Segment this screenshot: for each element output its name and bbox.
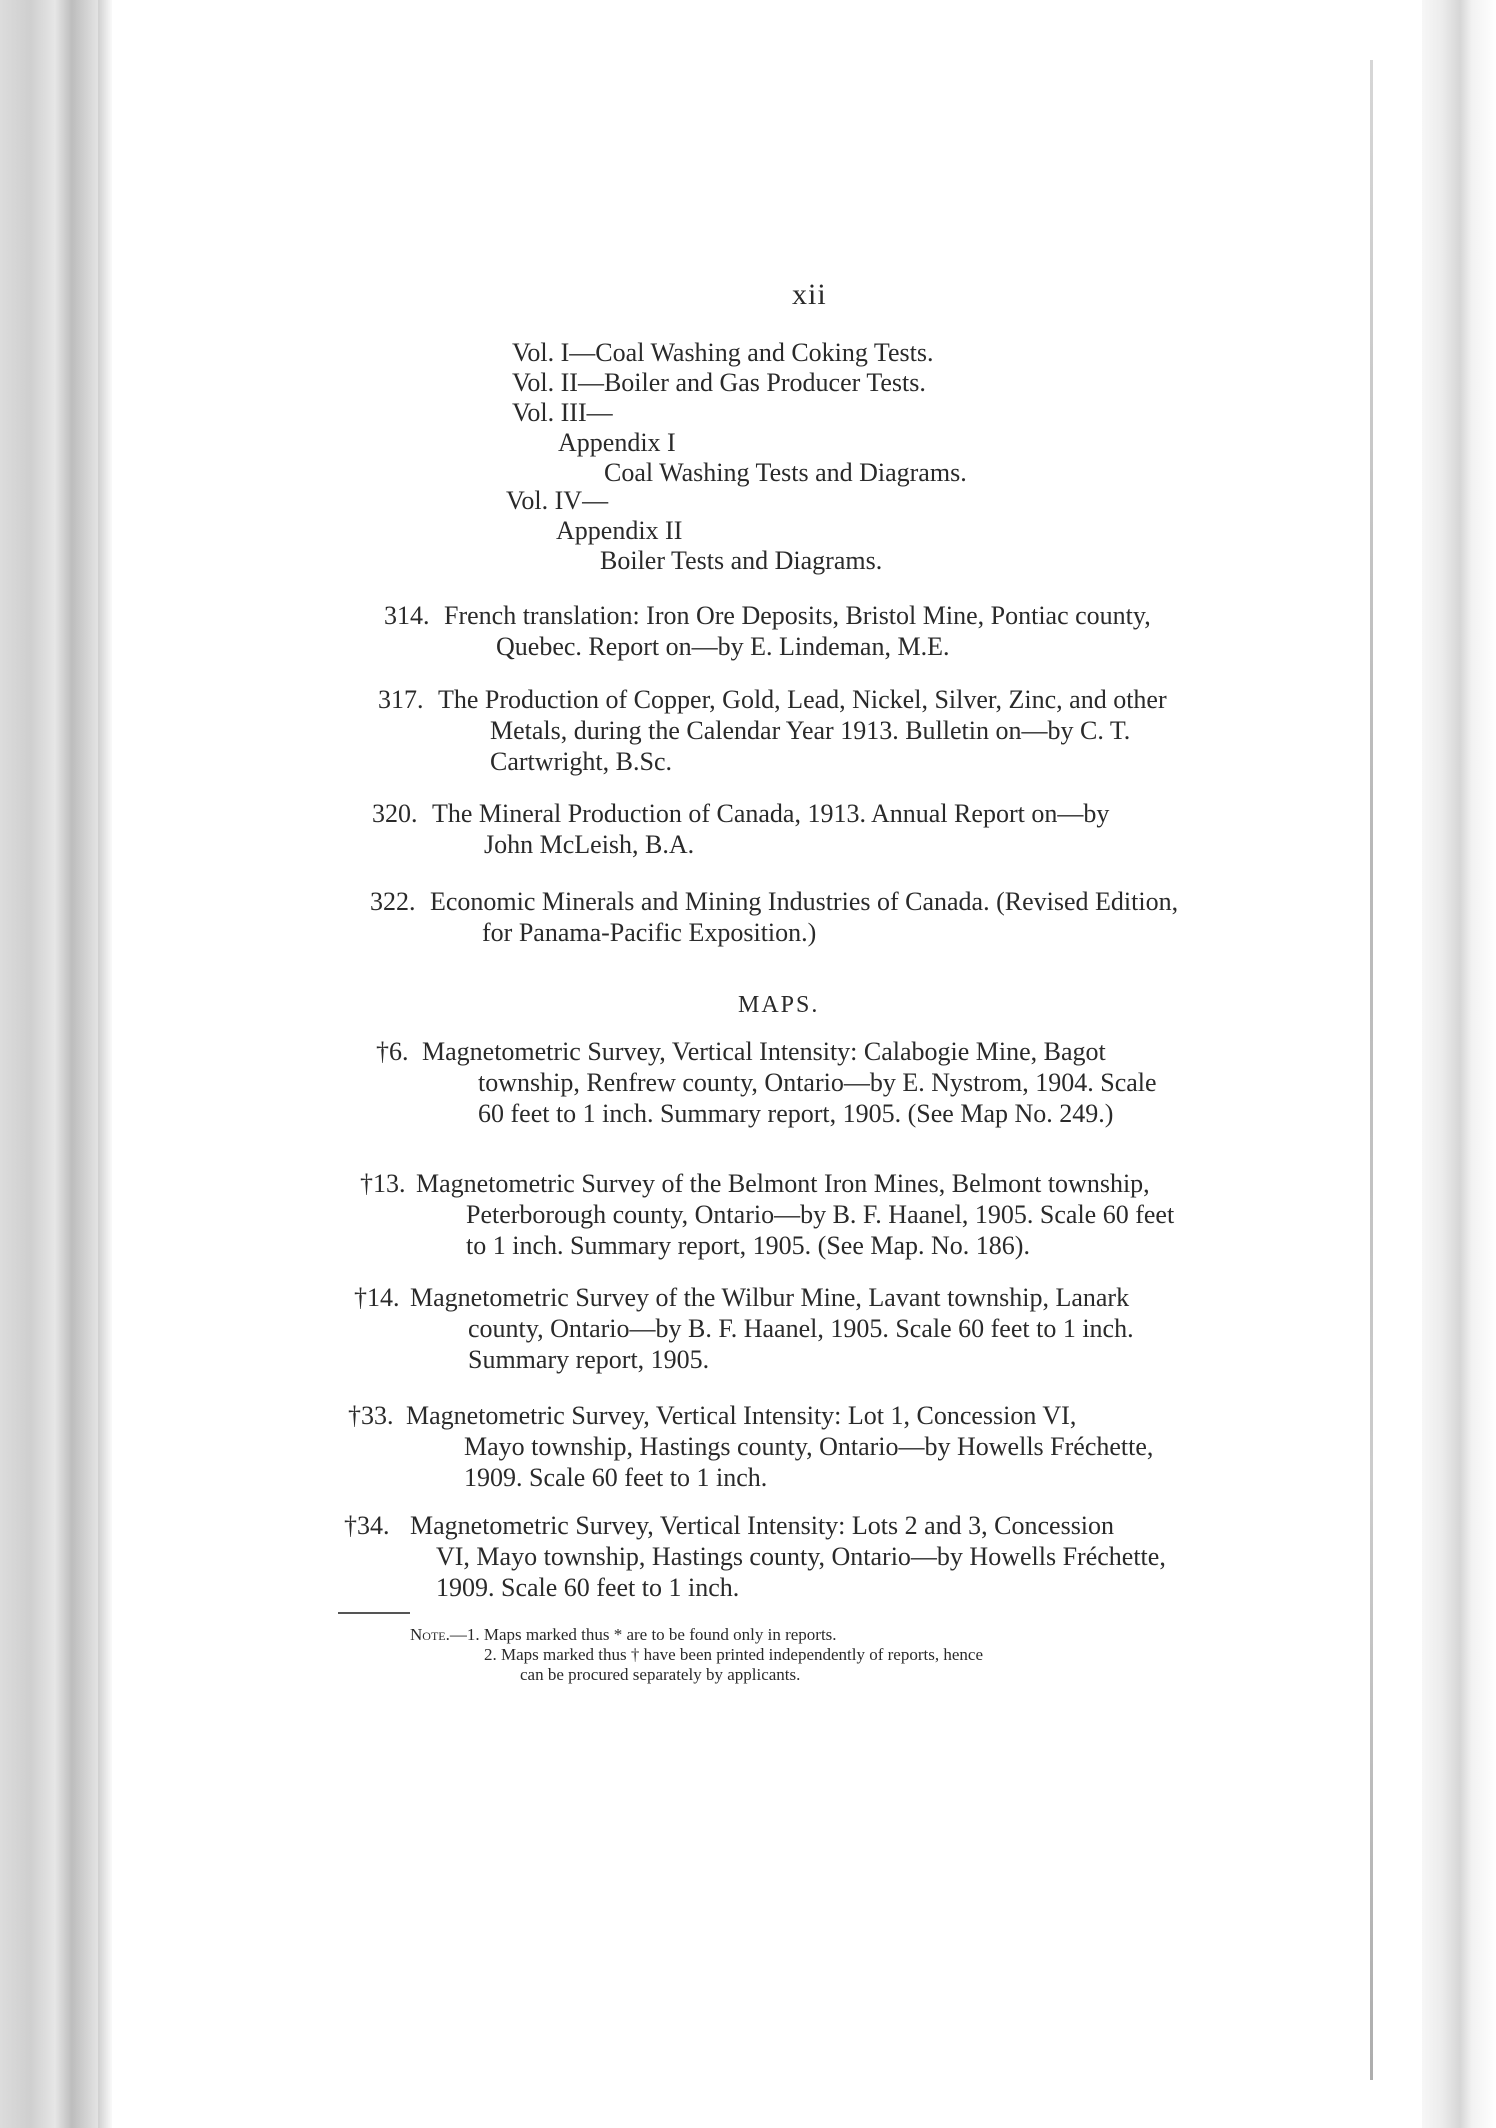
- map-title: Magnetometric Survey, Vertical Intensity: Calabogie Mine, Bagot: [422, 1037, 1106, 1066]
- report-number: 322.: [370, 887, 416, 916]
- appendix-line: Appendix II: [556, 516, 683, 545]
- appendix-description: Coal Washing Tests and Diagrams.: [604, 458, 967, 487]
- report-title: The Production of Copper, Gold, Lead, Nickel, Silver, Zinc, and other: [438, 685, 1167, 714]
- appendix-description: Boiler Tests and Diagrams.: [600, 546, 883, 575]
- report-details: for Panama-Pacific Exposition.): [482, 918, 817, 947]
- map-details: VI, Mayo township, Hastings county, Ontario—by Howells Fréchette, 1909. Scale 60 feet to 1 inch.: [436, 1542, 1166, 1602]
- volume-line: Vol. III—: [512, 398, 613, 427]
- note-2-continued: can be procured separately by applicants.: [520, 1665, 801, 1684]
- report-title: Economic Minerals and Mining Industries of Canada. (Revised Edition,: [430, 887, 1179, 916]
- note-1: 1. Maps marked thus * are to be found only in reports.: [466, 1625, 837, 1644]
- maps-heading: MAPS.: [738, 992, 820, 1018]
- volume-line: Vol. I—Coal Washing and Coking Tests.: [512, 338, 934, 367]
- map-title: Magnetometric Survey, Vertical Intensity: Lot 1, Concession VI,: [406, 1401, 1077, 1430]
- report-title: French translation: Iron Ore Deposits, Bristol Mine, Pontiac county,: [444, 601, 1151, 630]
- map-number: †14.: [354, 1283, 400, 1312]
- map-title: Magnetometric Survey, Vertical Intensity: Lots 2 and 3, Concession: [410, 1511, 1115, 1540]
- map-number: †13.: [360, 1169, 406, 1198]
- report-details: Quebec. Report on—by E. Lindeman, M.E.: [496, 632, 950, 661]
- volume-line: Vol. II—Boiler and Gas Producer Tests.: [512, 368, 926, 397]
- note-label: Note.—: [410, 1625, 467, 1644]
- map-details: county, Ontario—by B. F. Haanel, 1905. Scale 60 feet to 1 inch. Summary report, 1905.: [468, 1314, 1134, 1374]
- report-number: 317.: [378, 685, 424, 714]
- report-number: 314.: [384, 601, 430, 630]
- footnote-rule: [338, 1612, 410, 1614]
- report-number: 320.: [372, 799, 418, 828]
- footnote-line: [410, 1626, 837, 1644]
- volume-line: Vol. IV—: [506, 486, 609, 515]
- report-details: John McLeish, B.A.: [484, 830, 695, 859]
- appendix-line: Appendix I: [558, 428, 676, 457]
- report-title: The Mineral Production of Canada, 1913. Annual Report on—by: [432, 799, 1110, 828]
- page-number: xii: [792, 278, 827, 311]
- map-details: Peterborough county, Ontario—by B. F. Haanel, 1905. Scale 60 feet to 1 inch. Summary report, 1905. (See Map. No. 186).: [466, 1200, 1175, 1260]
- map-number: †6.: [376, 1037, 409, 1066]
- map-number: †34.: [344, 1511, 390, 1540]
- map-number: †33.: [348, 1401, 394, 1430]
- map-title: Magnetometric Survey of the Wilbur Mine, Lavant township, Lanark: [410, 1283, 1130, 1312]
- note-2: 2. Maps marked thus † have been printed independently of reports, hence: [484, 1645, 983, 1664]
- map-details: Mayo township, Hastings county, Ontario—by Howells Fréchette, 1909. Scale 60 feet to 1 inch.: [464, 1432, 1154, 1492]
- map-details: township, Renfrew county, Ontario—by E. Nystrom, 1904. Scale 60 feet to 1 inch. Summary report, 1905. (See Map No. 249.): [478, 1068, 1157, 1128]
- map-title: Magnetometric Survey of the Belmont Iron Mines, Belmont township,: [416, 1169, 1150, 1198]
- report-details: Metals, during the Calendar Year 1913. Bulletin on—by C. T. Cartwright, B.Sc.: [490, 716, 1131, 776]
